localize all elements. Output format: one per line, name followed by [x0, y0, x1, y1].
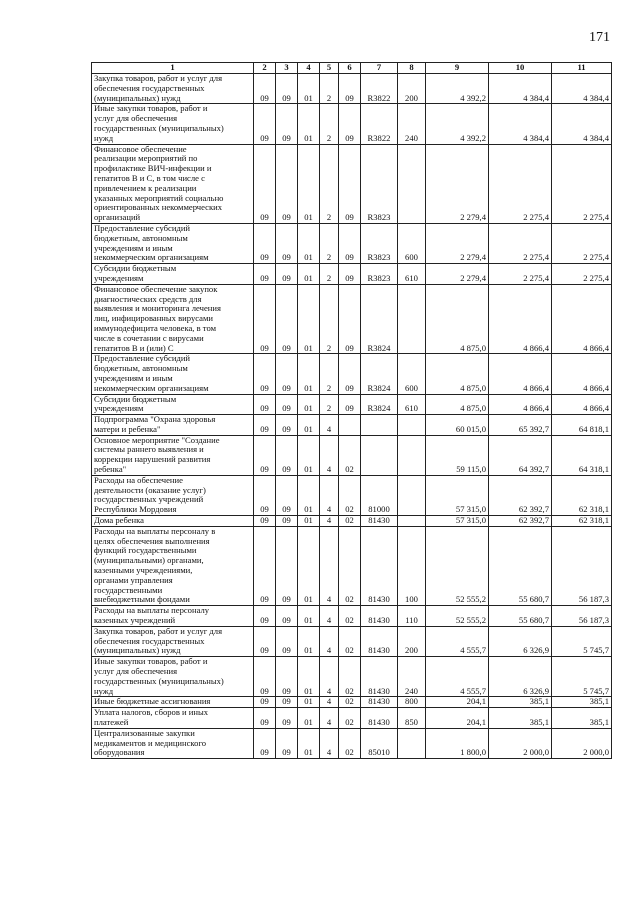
amount-cell: 2 279,4: [426, 144, 489, 223]
table-row: [92, 354, 612, 394]
code-cell: 01: [298, 394, 320, 415]
code-cell: 09: [254, 626, 276, 656]
amount-cell: 4 555,7: [426, 657, 489, 697]
code-cell: 09: [339, 264, 361, 285]
code-cell: 4: [320, 626, 339, 656]
amount-cell: 2 275,4: [489, 264, 552, 285]
table-row: [92, 144, 612, 223]
table-row: [92, 74, 612, 104]
amount-cell: 4 866,4: [489, 394, 552, 415]
code-cell: R3823: [361, 223, 398, 263]
code-cell: 01: [298, 415, 320, 436]
amount-cell: 6 326,9: [489, 657, 552, 697]
amount-cell: 64 818,1: [552, 415, 612, 436]
page-number: 171: [589, 30, 610, 45]
code-cell: 09: [276, 516, 298, 527]
amount-cell: 385,1: [552, 697, 612, 708]
code-cell: 09: [276, 475, 298, 515]
code-cell: 09: [276, 354, 298, 394]
amount-cell: 2 275,4: [552, 144, 612, 223]
code-cell: 02: [339, 475, 361, 515]
code-cell: 09: [276, 728, 298, 758]
amount-cell: 385,1: [489, 708, 552, 729]
column-header: 2: [254, 63, 276, 74]
budget-table: [91, 62, 612, 759]
item-name-cell: Субсидии бюджетным учреждениям: [92, 394, 254, 415]
amount-cell: 4 866,4: [489, 354, 552, 394]
column-header: 10: [489, 63, 552, 74]
code-cell: 02: [339, 657, 361, 697]
amount-cell: 4 384,4: [552, 74, 612, 104]
code-cell: 81430: [361, 657, 398, 697]
code-cell: 4: [320, 728, 339, 758]
code-cell: 09: [276, 223, 298, 263]
item-name-cell: Расходы на обеспечение деятельности (оказание услуг) государственных учреждений Республики Мордовия: [92, 475, 254, 515]
amount-cell: 55 680,7: [489, 606, 552, 627]
code-cell: 09: [276, 626, 298, 656]
table-header-row: [92, 63, 612, 74]
amount-cell: 4 392,2: [426, 74, 489, 104]
amount-cell: 385,1: [552, 708, 612, 729]
code-cell: 01: [298, 697, 320, 708]
code-cell: 200: [398, 74, 426, 104]
code-cell: 09: [276, 708, 298, 729]
code-cell: 09: [254, 516, 276, 527]
code-cell: 81430: [361, 708, 398, 729]
code-cell: 01: [298, 354, 320, 394]
code-cell: 01: [298, 144, 320, 223]
amount-cell: 62 392,7: [489, 475, 552, 515]
code-cell: 600: [398, 223, 426, 263]
amount-cell: 60 015,0: [426, 415, 489, 436]
code-cell: 02: [339, 606, 361, 627]
amount-cell: 64 392,7: [489, 435, 552, 475]
code-cell: 01: [298, 284, 320, 354]
item-name-cell: Закупка товаров, работ и услуг для обеспечения государственных (муниципальных) нужд: [92, 626, 254, 656]
code-cell: [398, 415, 426, 436]
amount-cell: 4 875,0: [426, 354, 489, 394]
code-cell: 09: [254, 606, 276, 627]
code-cell: 09: [339, 284, 361, 354]
amount-cell: 4 384,4: [552, 104, 612, 144]
amount-cell: 56 187,3: [552, 526, 612, 605]
code-cell: [361, 415, 398, 436]
item-name-cell: Основное мероприятие "Создание системы раннего выявления и коррекции нарушений развития ребенка": [92, 435, 254, 475]
item-name-cell: Субсидии бюджетным учреждениям: [92, 264, 254, 285]
code-cell: 09: [276, 415, 298, 436]
code-cell: 09: [276, 697, 298, 708]
code-cell: 09: [276, 394, 298, 415]
code-cell: 09: [254, 728, 276, 758]
table-row: [92, 708, 612, 729]
code-cell: 09: [254, 697, 276, 708]
code-cell: 09: [254, 354, 276, 394]
code-cell: 2: [320, 284, 339, 354]
code-cell: 02: [339, 435, 361, 475]
item-name-cell: Финансовое обеспечение закупок диагностических средств для выявления и мониторинга лечения лиц, инфицированных вирусами иммунодефицита человека, в том числе в сочетании с вирусами гепатитов В и (или) С: [92, 284, 254, 354]
code-cell: 02: [339, 708, 361, 729]
amount-cell: 59 115,0: [426, 435, 489, 475]
code-cell: 240: [398, 657, 426, 697]
code-cell: 02: [339, 626, 361, 656]
column-header: 8: [398, 63, 426, 74]
amount-cell: 4 875,0: [426, 394, 489, 415]
item-name-cell: Уплата налогов, сборов и иных платежей: [92, 708, 254, 729]
code-cell: 09: [339, 104, 361, 144]
code-cell: 09: [276, 284, 298, 354]
code-cell: 81430: [361, 697, 398, 708]
table-row: [92, 475, 612, 515]
amount-cell: 52 555,2: [426, 526, 489, 605]
amount-cell: 4 392,2: [426, 104, 489, 144]
code-cell: 09: [254, 657, 276, 697]
amount-cell: 4 866,4: [552, 284, 612, 354]
table-row: [92, 104, 612, 144]
code-cell: 01: [298, 626, 320, 656]
code-cell: 09: [254, 394, 276, 415]
code-cell: 2: [320, 264, 339, 285]
item-name-cell: Централизованные закупки медикаментов и медицинского оборудования: [92, 728, 254, 758]
code-cell: 09: [254, 74, 276, 104]
amount-cell: 385,1: [489, 697, 552, 708]
code-cell: [398, 144, 426, 223]
code-cell: 01: [298, 104, 320, 144]
code-cell: 4: [320, 475, 339, 515]
code-cell: 09: [254, 415, 276, 436]
code-cell: R3824: [361, 394, 398, 415]
code-cell: 01: [298, 516, 320, 527]
code-cell: 240: [398, 104, 426, 144]
amount-cell: 2 275,4: [489, 144, 552, 223]
amount-cell: 5 745,7: [552, 626, 612, 656]
code-cell: 09: [276, 606, 298, 627]
item-name-cell: Предоставление субсидий бюджетным, автономным учреждениям и иным некоммерческим организациям: [92, 223, 254, 263]
code-cell: 01: [298, 708, 320, 729]
code-cell: 4: [320, 526, 339, 605]
item-name-cell: Подпрограмма "Охрана здоровья матери и ребенка": [92, 415, 254, 436]
code-cell: 09: [254, 435, 276, 475]
code-cell: 81430: [361, 626, 398, 656]
code-cell: 610: [398, 394, 426, 415]
amount-cell: 4 384,4: [489, 74, 552, 104]
code-cell: R3824: [361, 354, 398, 394]
amount-cell: 4 866,4: [552, 354, 612, 394]
table-row: [92, 657, 612, 697]
code-cell: 09: [254, 526, 276, 605]
code-cell: [398, 475, 426, 515]
code-cell: 09: [339, 74, 361, 104]
code-cell: [339, 415, 361, 436]
code-cell: 01: [298, 475, 320, 515]
code-cell: 610: [398, 264, 426, 285]
code-cell: 800: [398, 697, 426, 708]
code-cell: [398, 435, 426, 475]
code-cell: 01: [298, 657, 320, 697]
code-cell: 2: [320, 74, 339, 104]
code-cell: 09: [254, 475, 276, 515]
column-header: 5: [320, 63, 339, 74]
code-cell: 09: [276, 74, 298, 104]
table-row: [92, 394, 612, 415]
code-cell: 4: [320, 435, 339, 475]
code-cell: 81430: [361, 606, 398, 627]
code-cell: 01: [298, 526, 320, 605]
amount-cell: 6 326,9: [489, 626, 552, 656]
item-name-cell: Закупка товаров, работ и услуг для обеспечения государственных (муниципальных) нужд: [92, 74, 254, 104]
item-name-cell: Иные закупки товаров, работ и услуг для обеспечения государственных (муниципальных) нужд: [92, 657, 254, 697]
code-cell: 01: [298, 264, 320, 285]
code-cell: 81000: [361, 475, 398, 515]
code-cell: 09: [276, 264, 298, 285]
code-cell: 81430: [361, 526, 398, 605]
amount-cell: 4 866,4: [489, 284, 552, 354]
item-name-cell: Иные закупки товаров, работ и услуг для обеспечения государственных (муниципальных) нужд: [92, 104, 254, 144]
column-header: 1: [92, 63, 254, 74]
code-cell: 850: [398, 708, 426, 729]
code-cell: 110: [398, 606, 426, 627]
item-name-cell: Дома ребенка: [92, 516, 254, 527]
code-cell: 01: [298, 728, 320, 758]
code-cell: 09: [254, 284, 276, 354]
code-cell: 09: [339, 223, 361, 263]
code-cell: 4: [320, 516, 339, 527]
amount-cell: 57 315,0: [426, 516, 489, 527]
code-cell: [398, 516, 426, 527]
column-header: 4: [298, 63, 320, 74]
code-cell: 2: [320, 394, 339, 415]
amount-cell: 2 275,4: [489, 223, 552, 263]
code-cell: 09: [276, 526, 298, 605]
amount-cell: 2 275,4: [552, 264, 612, 285]
table-row: [92, 606, 612, 627]
amount-cell: 4 384,4: [489, 104, 552, 144]
code-cell: 02: [339, 516, 361, 527]
code-cell: 09: [254, 104, 276, 144]
amount-cell: 2 000,0: [489, 728, 552, 758]
item-name-cell: Финансовое обеспечение реализации мероприятий по профилактике ВИЧ-инфекции и гепатитов В и С, в том числе с привлечением к реализации указанных мероприятий социально ориентированных некоммерческих организаций: [92, 144, 254, 223]
item-name-cell: Расходы на выплаты персоналу в целях обеспечения выполнения функций государственными (муниципальными) органами, казенными учреждениями, органами управления государственными внебюджетными фондами: [92, 526, 254, 605]
amount-cell: 57 315,0: [426, 475, 489, 515]
code-cell: [398, 284, 426, 354]
code-cell: R3823: [361, 264, 398, 285]
amount-cell: 2 279,4: [426, 223, 489, 263]
amount-cell: 62 392,7: [489, 516, 552, 527]
amount-cell: 64 318,1: [552, 435, 612, 475]
code-cell: 02: [339, 526, 361, 605]
code-cell: 09: [254, 223, 276, 263]
amount-cell: 2 275,4: [552, 223, 612, 263]
code-cell: 2: [320, 223, 339, 263]
code-cell: 2: [320, 144, 339, 223]
code-cell: [361, 435, 398, 475]
amount-cell: 4 866,4: [552, 394, 612, 415]
code-cell: 200: [398, 626, 426, 656]
code-cell: R3823: [361, 144, 398, 223]
code-cell: 09: [339, 144, 361, 223]
code-cell: 100: [398, 526, 426, 605]
column-header: 7: [361, 63, 398, 74]
column-header: 3: [276, 63, 298, 74]
code-cell: 4: [320, 708, 339, 729]
amount-cell: 2 000,0: [552, 728, 612, 758]
code-cell: 09: [254, 708, 276, 729]
amount-cell: 204,1: [426, 708, 489, 729]
code-cell: 4: [320, 606, 339, 627]
code-cell: 600: [398, 354, 426, 394]
amount-cell: 5 745,7: [552, 657, 612, 697]
column-header: 11: [552, 63, 612, 74]
item-name-cell: Иные бюджетные ассигнования: [92, 697, 254, 708]
column-header: 9: [426, 63, 489, 74]
amount-cell: 56 187,3: [552, 606, 612, 627]
amount-cell: 52 555,2: [426, 606, 489, 627]
table-row: [92, 516, 612, 527]
code-cell: R3824: [361, 284, 398, 354]
code-cell: 01: [298, 606, 320, 627]
code-cell: 09: [339, 394, 361, 415]
code-cell: 09: [276, 657, 298, 697]
amount-cell: 2 279,4: [426, 264, 489, 285]
code-cell: 01: [298, 74, 320, 104]
code-cell: 02: [339, 697, 361, 708]
table-row: [92, 284, 612, 354]
table-row: [92, 697, 612, 708]
amount-cell: 4 555,7: [426, 626, 489, 656]
table-body: [92, 74, 612, 759]
table-row: [92, 728, 612, 758]
amount-cell: 55 680,7: [489, 526, 552, 605]
amount-cell: 4 875,0: [426, 284, 489, 354]
code-cell: 09: [254, 264, 276, 285]
code-cell: 09: [276, 144, 298, 223]
code-cell: 2: [320, 104, 339, 144]
code-cell: 81430: [361, 516, 398, 527]
code-cell: 01: [298, 223, 320, 263]
item-name-cell: Предоставление субсидий бюджетным, автономным учреждениям и иным некоммерческим организациям: [92, 354, 254, 394]
amount-cell: 204,1: [426, 697, 489, 708]
code-cell: 09: [254, 144, 276, 223]
table-row: [92, 264, 612, 285]
code-cell: 09: [276, 104, 298, 144]
code-cell: R3822: [361, 104, 398, 144]
code-cell: 2: [320, 354, 339, 394]
item-name-cell: Расходы на выплаты персоналу казенных учреждений: [92, 606, 254, 627]
column-header: 6: [339, 63, 361, 74]
table-row: [92, 223, 612, 263]
code-cell: 01: [298, 435, 320, 475]
amount-cell: 1 800,0: [426, 728, 489, 758]
code-cell: [398, 728, 426, 758]
code-cell: 4: [320, 697, 339, 708]
table-row: [92, 435, 612, 475]
amount-cell: 62 318,1: [552, 475, 612, 515]
code-cell: 02: [339, 728, 361, 758]
table-row: [92, 415, 612, 436]
code-cell: 4: [320, 657, 339, 697]
code-cell: 09: [339, 354, 361, 394]
code-cell: 4: [320, 415, 339, 436]
table-row: [92, 626, 612, 656]
table-row: [92, 526, 612, 605]
code-cell: 85010: [361, 728, 398, 758]
code-cell: R3822: [361, 74, 398, 104]
code-cell: 09: [276, 435, 298, 475]
amount-cell: 62 318,1: [552, 516, 612, 527]
amount-cell: 65 392,7: [489, 415, 552, 436]
